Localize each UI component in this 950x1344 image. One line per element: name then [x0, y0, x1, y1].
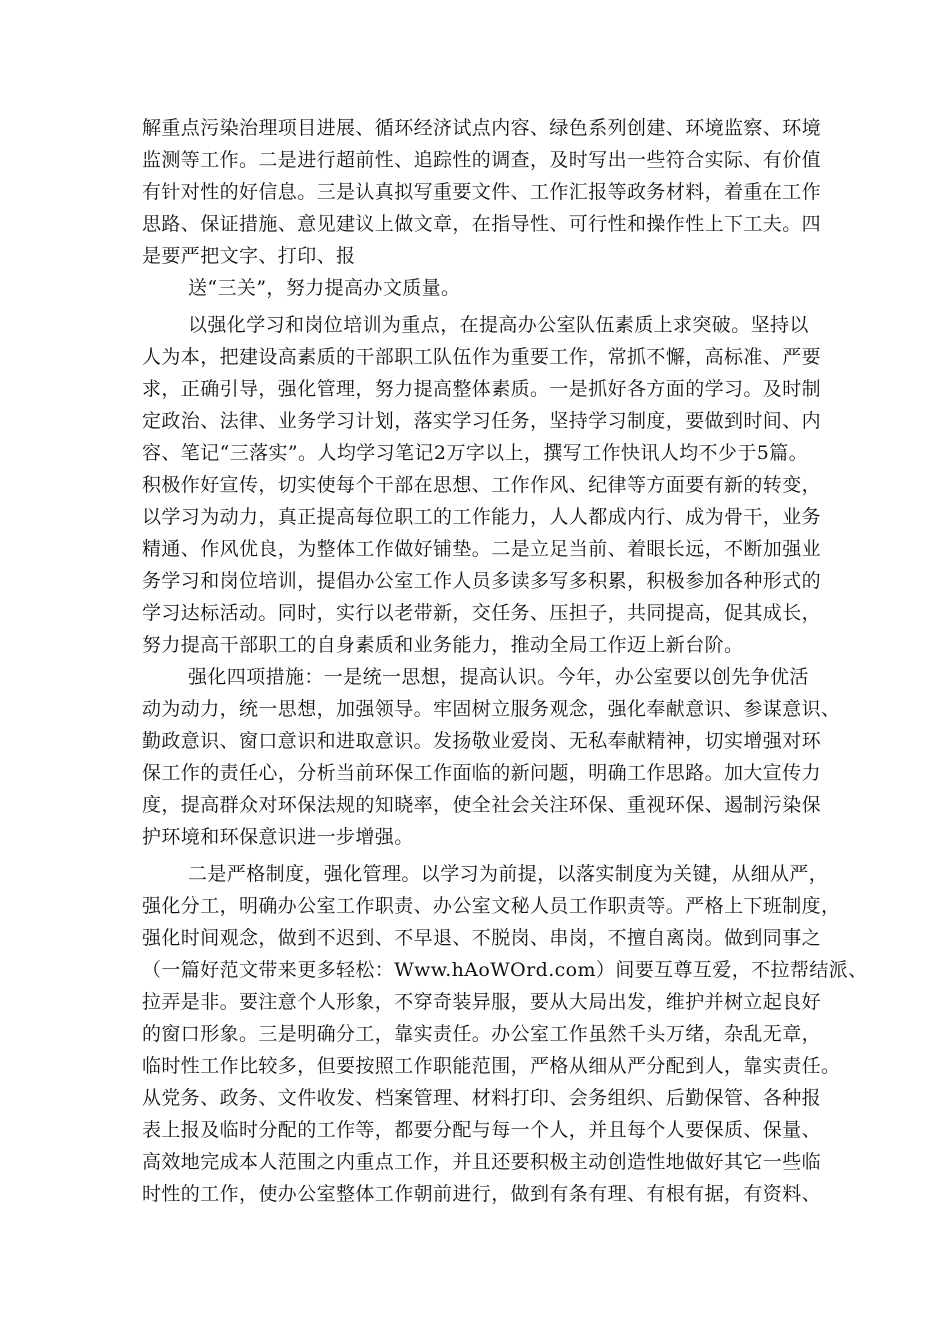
text-line: 精通、作风优良，为整体工作做好铺垫。二是立足当前、着眼长远，不断加强业	[142, 538, 822, 560]
text-line: 送“三关”，努力提高办文质量。	[188, 277, 461, 299]
text-line: 强化时间观念，做到不迟到、不早退、不脱岗、串岗，不擅自离岗。做到同事之	[142, 927, 822, 949]
text-line: 人为本，把建设高素质的干部职工队伍作为重要工作，常抓不懈，高标准、严要	[142, 346, 822, 368]
text-line: 解重点污染治理项目进展、循环经济试点内容、绿色系列创建、环境监察、环境	[142, 117, 822, 139]
text-line: 容、笔记“三落实”。人均学习笔记2万字以上，撰写工作快讯人均不少于5篇。	[142, 442, 809, 464]
text-line: 护环境和环保意识进一步增强。	[142, 826, 414, 848]
text-line: 高效地完成本人范围之内重点工作，并且还要积极主动创造性地做好其它一些临	[142, 1151, 822, 1173]
text-line: 拉弄是非。要注意个人形象，不穿奇装异服，要从大局出发，维护并树立起良好	[142, 991, 822, 1013]
text-line: 定政治、法律、业务学习计划，落实学习任务，坚持学习制度，要做到时间、内	[142, 410, 822, 432]
text-line: 努力提高干部职工的自身素质和业务能力，推动全局工作迈上新台阶。	[142, 634, 744, 656]
paragraph-start-line: 二是严格制度，强化管理。以学习为前提，以落实制度为关键，从细从严，	[188, 863, 829, 885]
text-line: 监测等工作。二是进行超前性、追踪性的调查，及时写出一些符合实际、有价值	[142, 149, 822, 171]
text-line: 积极作好宣传，切实使每个干部在思想、工作作风、纪律等方面要有新的转变，	[142, 474, 822, 496]
text-line: 动为动力，统一思想，加强领导。牢固树立服务观念，强化奉献意识、参谋意识、	[142, 698, 841, 720]
text-line: 勤政意识、窗口意识和进取意识。发扬敬业爱岗、无私奉献精神，切实增强对环	[142, 730, 822, 752]
text-line: （一篇好范文带来更多轻松：Www.hAoWOrd.com）间要互尊互爱，不拉帮结派、	[142, 959, 868, 981]
text-line: 务学习和岗位培训，提倡办公室工作人员多读多写多积累，积极参加各种形式的	[142, 570, 822, 592]
text-line: 时性的工作，使办公室整体工作朝前进行，做到有条有理、有根有据，有资料、	[142, 1183, 822, 1205]
text-line: 是要严把文字、打印、报	[142, 245, 356, 267]
text-line: 强化分工，明确办公室工作职责、办公室文秘人员工作职责等。严格上下班制度，	[142, 895, 841, 917]
text-line: 的窗口形象。三是明确分工，靠实责任。办公室工作虽然千头万绪，杂乱无章，	[142, 1023, 822, 1045]
text-line: 临时性工作比较多，但要按照工作职能范围，严格从细从严分配到人，靠实责任。	[142, 1055, 841, 1077]
paragraph-start-line: 以强化学习和岗位培训为重点，在提高办公室队伍素质上求突破。坚持以	[188, 314, 809, 336]
text-line: 有针对性的好信息。三是认真拟写重要文件、工作汇报等政务材料，着重在工作	[142, 181, 822, 203]
text-line: 从党务、政务、文件收发、档案管理、材料打印、会务组织、后勤保管、各种报	[142, 1087, 822, 1109]
paragraph-start-line: 强化四项措施：一是统一思想，提高认识。今年，办公室要以创先争优活	[188, 666, 809, 688]
text-line: 度，提高群众对环保法规的知晓率，使全社会关注环保、重视环保、遏制污染保	[142, 794, 822, 816]
text-line: 表上报及临时分配的工作等，都要分配与每一个人，并且每个人要保质、保量、	[142, 1119, 822, 1141]
text-line: 求，正确引导，强化管理，努力提高整体素质。一是抓好各方面的学习。及时制	[142, 378, 822, 400]
text-line: 思路、保证措施、意见建议上做文章，在指导性、可行性和操作性上下工夫。四	[142, 213, 822, 235]
text-line: 学习达标活动。同时，实行以老带新，交任务、压担子，共同提高，促其成长，	[142, 602, 822, 624]
text-line: 以学习为动力，真正提高每位职工的工作能力，人人都成内行、成为骨干，业务	[142, 506, 822, 528]
text-line: 保工作的责任心，分析当前环保工作面临的新问题，明确工作思路。加大宣传力	[142, 762, 822, 784]
